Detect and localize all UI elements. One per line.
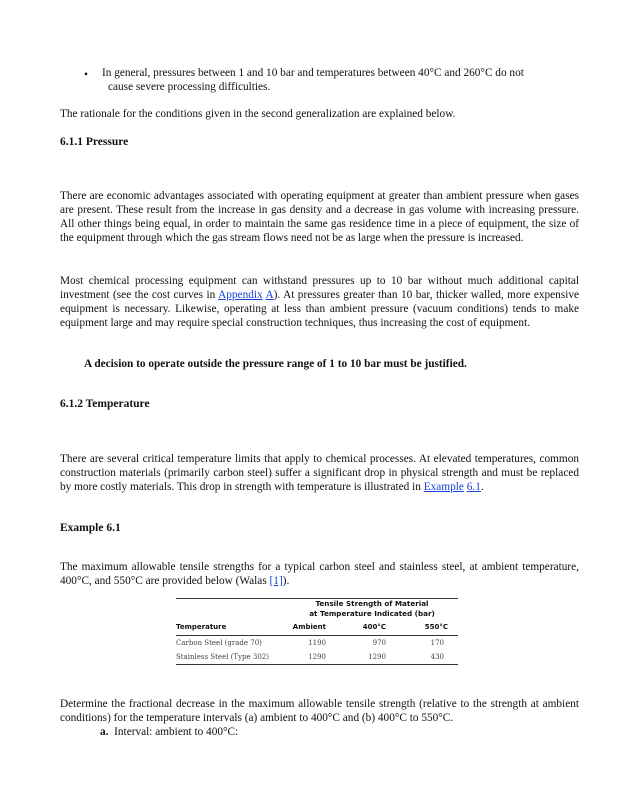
- temperature-heading: 6.1.2 Temperature: [60, 398, 150, 410]
- tensile-strength-table: [176, 598, 458, 665]
- part-a: [100, 725, 238, 739]
- temperature-paragraph-end: .: [480, 481, 484, 493]
- table-header-400c: 400°C: [326, 619, 386, 636]
- bullet-paragraph: [102, 66, 579, 94]
- pressure-paragraph-1: There are economic advantages associated with operating equipment at greater than ambient pressure when gases are present. These result from the increase in gas density and a decrease in gas volume with increasing pressure. All other things being equal, in order to maintain the same gas residence time in a piece of equipment, the size of the equipment through which the gas stream flows need not be as large when the pressure is increased.: [60, 190, 579, 244]
- bullet-line-1: In general, pressures between 1 and 10 bar and temperatures between 40°C and 260°C do not: [102, 67, 524, 79]
- table-header-temperature: Temperature: [176, 619, 286, 636]
- table-cell: Carbon Steel (grade 70): [176, 639, 262, 647]
- table-cell: 1190: [308, 639, 326, 647]
- pressure-paragraph-2: [60, 274, 579, 330]
- table-cell: 1290: [286, 650, 326, 665]
- example-intro: [60, 560, 579, 588]
- part-a-label: a.: [100, 726, 109, 738]
- table-cell: Stainless Steel (Type 302): [176, 650, 286, 665]
- table-row: [176, 650, 458, 665]
- example-intro-text: The maximum allowable tensile strengths for a typical carbon steel and stainless steel, at ambient temperature, 400°C, and 550°C are provided below (Walas: [60, 561, 579, 587]
- pressure-heading: 6.1.1 Pressure: [60, 136, 129, 148]
- temperature-paragraph: [60, 452, 579, 494]
- appendix-a-link[interactable]: A: [265, 289, 274, 301]
- table-row: [176, 636, 458, 651]
- temperature-paragraph-text: There are several critical temperature limits that apply to chemical processes. At elevated temperatures, common construction materials (primarily carbon steel) suffer a significant drop in physical strength and must be replaced by more costly materials. This drop in strength with temperature is illustrated in: [60, 453, 579, 493]
- example-heading: Example 6.1: [60, 522, 121, 534]
- table-header-550c: 550°C: [386, 619, 458, 636]
- example-intro-end: ).: [282, 575, 290, 587]
- table-header-ambient: Ambient: [286, 619, 326, 636]
- part-a-text: Interval: ambient to 400°C:: [114, 726, 239, 738]
- table-caption-line-1: Tensile Strength of Material: [315, 599, 429, 608]
- example-6-1-link[interactable]: 6.1: [466, 481, 481, 493]
- table-cell: 170: [430, 639, 444, 647]
- appendix-link[interactable]: Appendix: [218, 289, 263, 301]
- pressure-note: A decision to operate outside the pressure range of 1 to 10 bar must be justified.: [84, 358, 467, 370]
- example-question: Determine the fractional decrease in the maximum allowable tensile strength (relative to the strength at ambient conditions) for the temperature intervals (a) ambient to 400°C and (b) 400°C to 550°C.: [60, 698, 579, 724]
- walas-reference-link[interactable]: [1]: [269, 575, 283, 587]
- table-caption-line-2: at Temperature Indicated (bar): [309, 609, 435, 618]
- pressure-paragraph-2-start: Most chemical processing equipment can withstand pressures up to 10 bar without much additional capital investment (see the cost curves in: [60, 275, 579, 301]
- bullet-line-2: cause severe processing difficulties.: [108, 81, 271, 93]
- rationale-paragraph: The rationale for the conditions given in the second generalization are explained below.: [60, 108, 456, 120]
- table-caption: [286, 599, 458, 620]
- pressure-paragraph-2-end: ). At pressures greater than 10 bar, thicker walled, more expensive equipment is necessary. Likewise, operating at less than ambient pressure (vacuum conditions) tends to make equipment large and may require special construction techniques, thus increasing the cost of equipment.: [60, 289, 579, 329]
- table-cell: 430: [386, 650, 458, 665]
- table-cell: 970: [372, 639, 386, 647]
- example-link[interactable]: Example: [423, 481, 464, 493]
- table-header-row: [176, 619, 458, 636]
- bullet-icon: •: [84, 69, 88, 81]
- table-cell: 1290: [326, 650, 386, 665]
